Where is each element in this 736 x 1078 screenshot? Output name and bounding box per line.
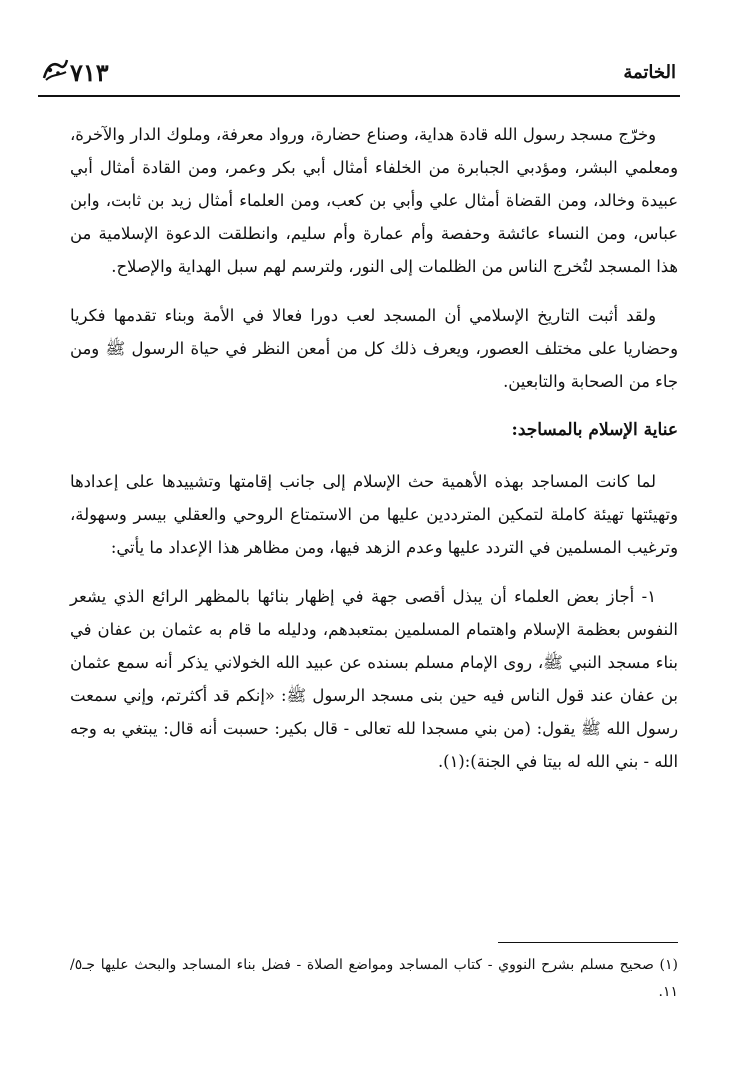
paragraph-3: لما كانت المساجد بهذه الأهمية حث الإسلام إلى جانب إقامتها وتشييدها على إعدادها وتهيئتها تهيئة كاملة لتمكين المترددين عليها من الاستمتاع الروحي والعقلي بيسر وسهولة، وترغيب المسلمين في التردد عليها وعدم الزهد فيها، ومن مظاهر هذا الإعداد ما يأتي:: [70, 472, 678, 557]
body-text: [70, 118, 678, 778]
page-number: ٧١٣: [70, 58, 109, 87]
ornament-icon: [40, 56, 70, 86]
chapter-title: الخاتمة: [623, 62, 676, 83]
list-item-1: ١- أجاز بعض العلماء أن يبذل أقصى جهة في إظهار بنائها بالمظهر الرائع الذي يشعر النفوس بعظمة الإسلام واهتمام المسلمين بمتعبدهم، ودليله ما قام به عثمان بن عفان في بناء مسجد النبي ﷺ، روى الإمام مسلم بسنده عن عبيد الله الخولاني يذكر أنه سمع عثمان بن عفان عند قول الناس فيه حين بنى مسجد الرسول ﷺ: «إنكم قد أكثرتم، وإني سمعت رسول الله ﷺ يقول: (من بني مسجدا لله تعالى - قال بكير: حسبت أنه قال: يبتغي به وجه الله - بني الله له بيتا في الجنة):(١).: [70, 587, 678, 771]
header-rule: [38, 95, 680, 97]
paragraph-2: ولقد أثبت التاريخ الإسلامي أن المسجد لعب دورا فعالا في الأمة وبناء تقدمها فكريا وحضاريا على مختلف العصور، ويعرف ذلك كل من أمعن النظر في حياة الرسول ﷺ ومن جاء من الصحابة والتابعين.: [70, 306, 678, 391]
footnote-rule: [498, 942, 678, 943]
section-heading: عناية الإسلام بالمساجد:: [511, 420, 678, 440]
paragraph-1: وخرّج مسجد رسول الله قادة هداية، وصناع حضارة، ورواد معرفة، وملوك الدار والآخرة، ومعلمي البشر، ومؤدبي الجبابرة من الخلفاء أمثال أبي بكر وعمر، ومن القادة أمثال أبي عبيدة وخالد، ومن القضاة أمثال علي وأبي بن كعب، ومن العلماء أمثال زيد بن ثابت، وابن عباس، ومن النساء عائشة وحفصة وأم عمارة وأم سليم، وانطلقت الدعوة الإسلامية من هذا المسجد لتُخرج الناس من الظلمات إلى النور، ولترسم لهم سبل الهداية والإصلاح.: [70, 125, 678, 276]
running-header: [40, 56, 676, 92]
footnote: (١) صحيح مسلم بشرح النووي - كتاب المساجد ومواضع الصلاة - فضل بناء المساجد والبحث عليها جـ٥/ ١١.: [70, 957, 678, 1000]
